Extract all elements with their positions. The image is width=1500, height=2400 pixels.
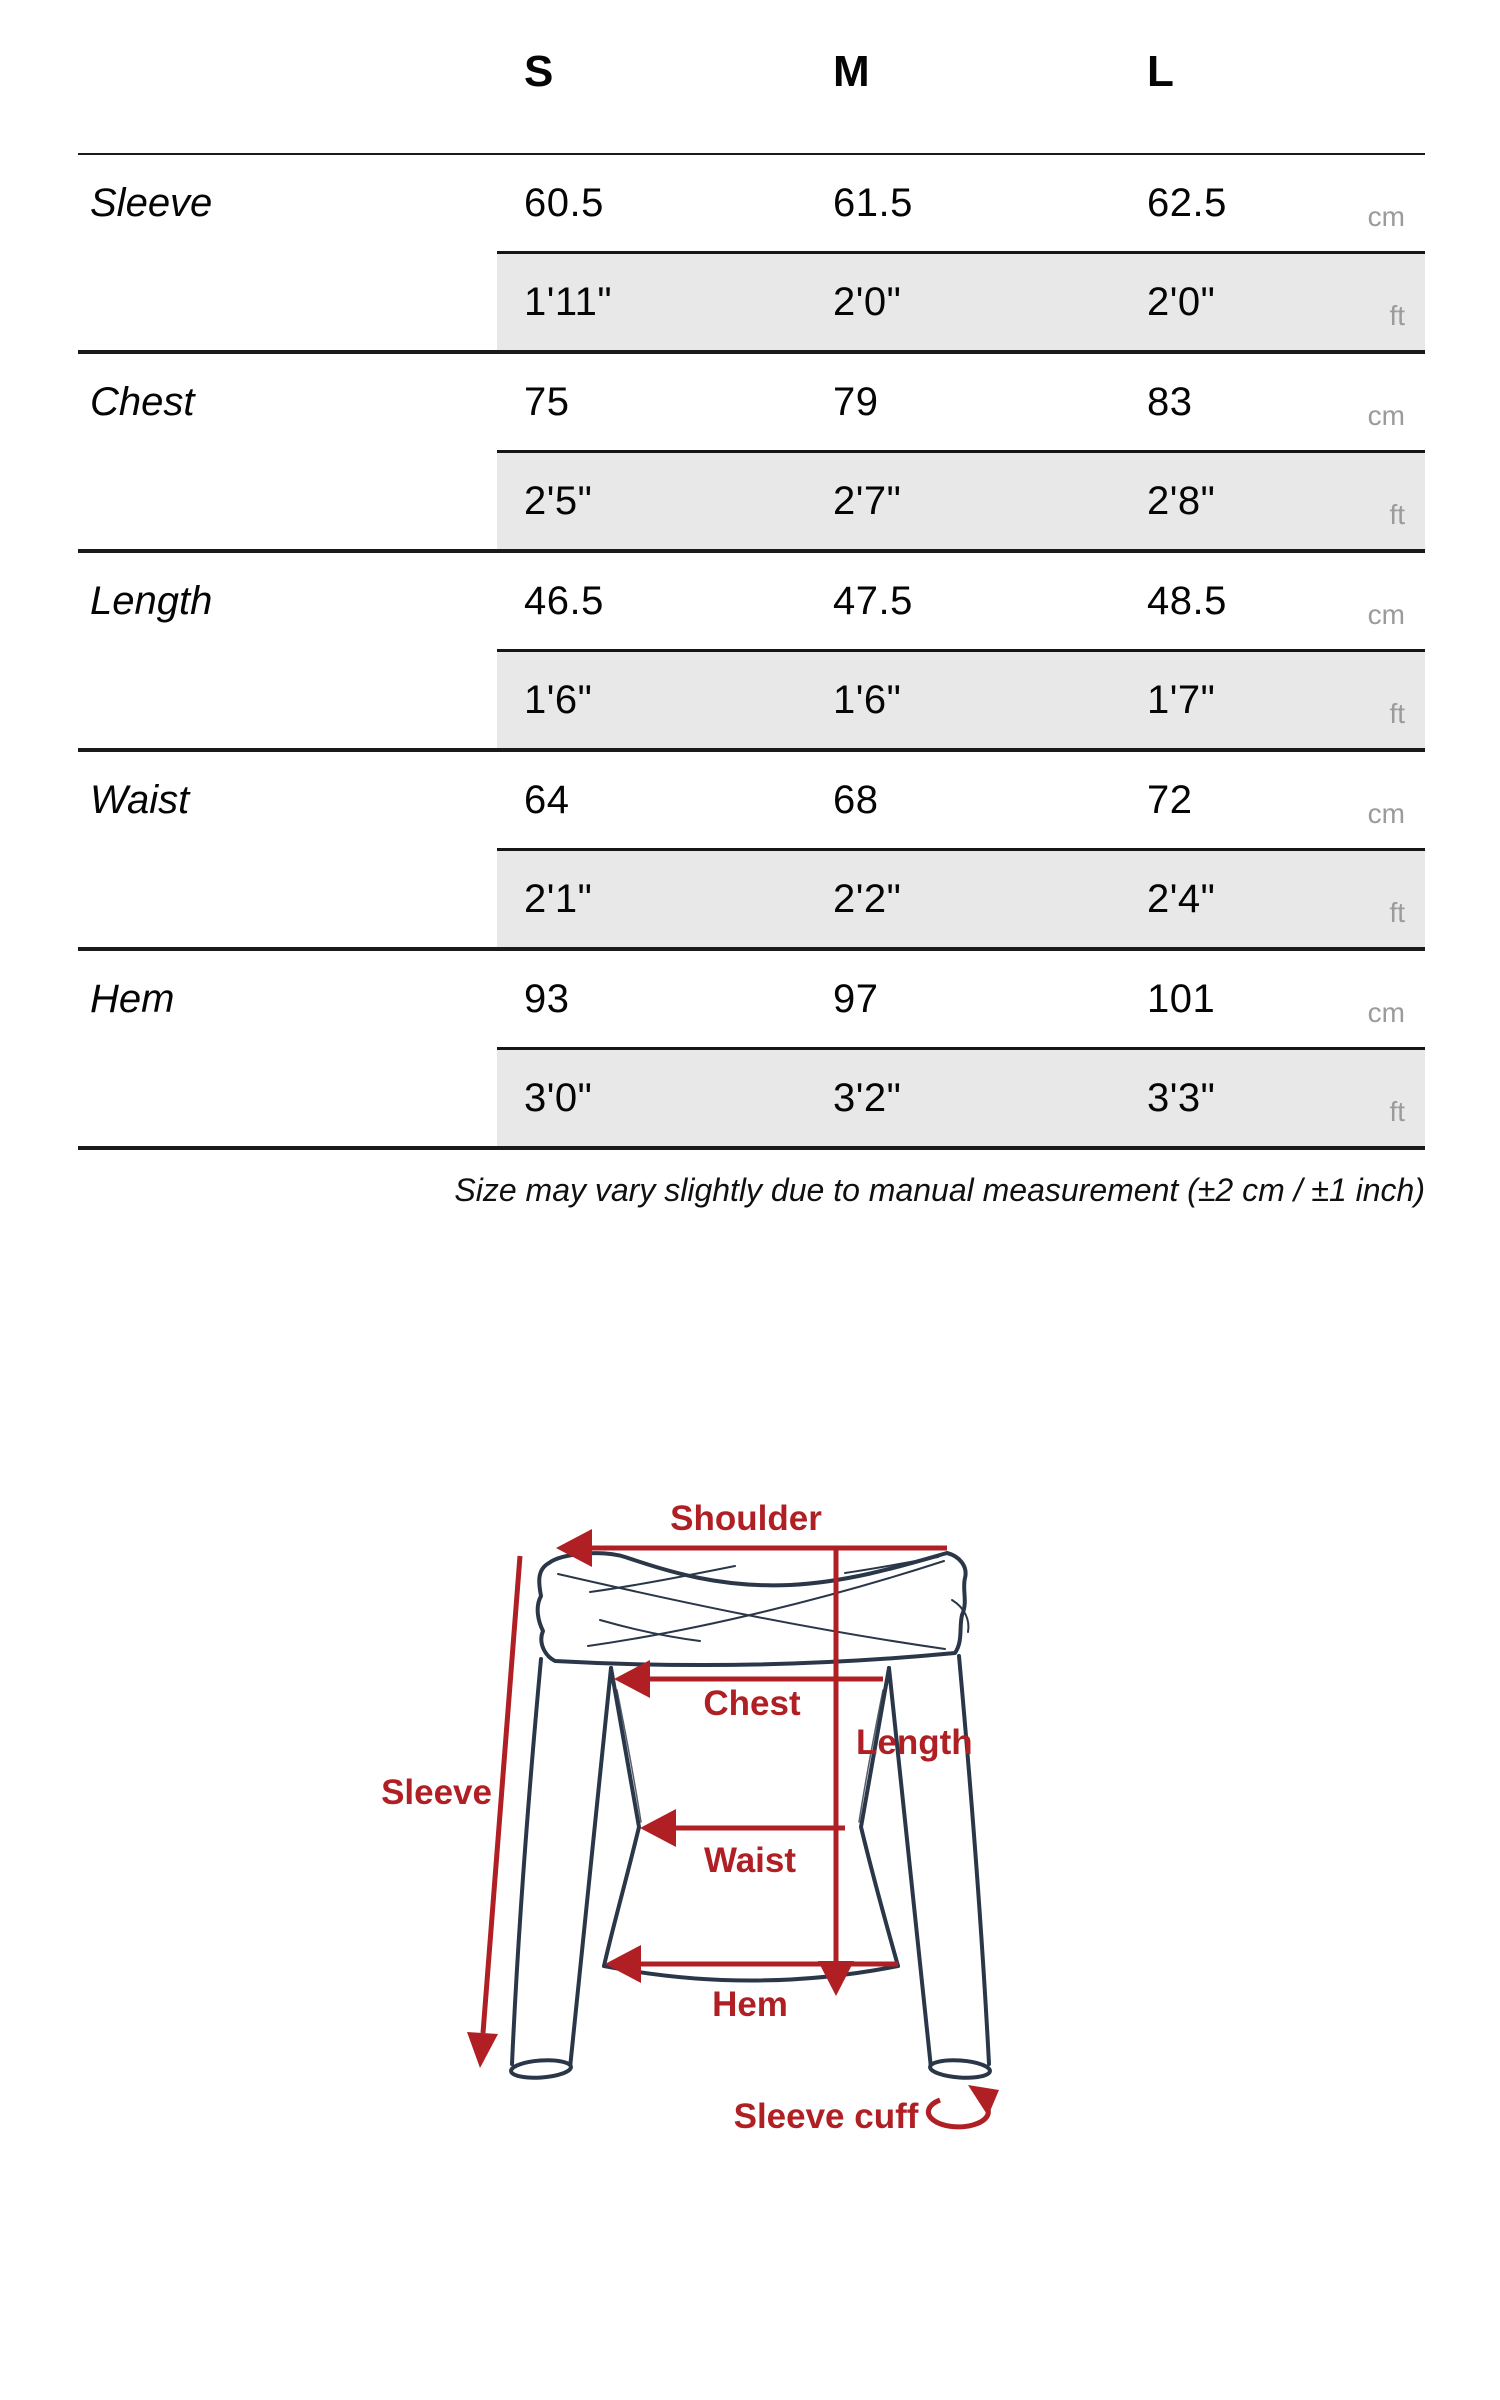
row-label: Length (90, 578, 213, 623)
sleeve-cuff-rotate-arrowhead (968, 2085, 999, 2116)
length-label: Length (856, 1723, 973, 1762)
row-label: Sleeve (90, 180, 213, 225)
hem-cm-row (78, 951, 1425, 1047)
waist-label: Waist (703, 1841, 797, 1880)
sleeve-cuff-label: Sleeve cuff (733, 2097, 919, 2136)
cell-m-ft: 1'6" (833, 677, 902, 722)
unit-ft: ft (1389, 300, 1405, 331)
body-seam-hint (617, 1690, 641, 1822)
unit-cm: cm (1367, 201, 1405, 232)
hem-curve (604, 1966, 898, 1981)
cell-s-ft: 2'1" (524, 876, 593, 921)
hem-ft-row (497, 1047, 1425, 1146)
cell-s-ft: 1'11" (524, 279, 613, 324)
cell-m-ft: 3'2" (833, 1075, 902, 1120)
chest-cm-row (78, 354, 1425, 450)
cell-m-cm: 97 (833, 976, 879, 1021)
cell-m-ft: 2'0" (833, 279, 902, 324)
chest-ft-row (497, 450, 1425, 549)
waist-arrowhead (640, 1809, 676, 1847)
cell-m-cm: 47.5 (833, 578, 913, 623)
hem-label: Hem (712, 1985, 788, 2024)
cell-l-ft: 2'0" (1147, 279, 1216, 324)
sleeve-label: Sleeve (381, 1773, 492, 1812)
cell-l-cm: 72 (1147, 777, 1193, 822)
sleeve-cm-row (78, 155, 1425, 251)
waist-cm-row (78, 752, 1425, 848)
right-sleeve-cuff (929, 2058, 990, 2079)
cell-s-cm: 75 (524, 379, 570, 424)
length-cm-row (78, 553, 1425, 649)
left-sleeve-outer-edge (512, 1659, 541, 2064)
row-label: Chest (90, 379, 195, 424)
size-table (78, 0, 1425, 1209)
shoulder-label: Shoulder (670, 1499, 822, 1538)
cell-m-ft: 2'7" (833, 478, 902, 523)
table-row-waist (78, 752, 1425, 951)
cell-s-cm: 93 (524, 976, 570, 1021)
unit-cm: cm (1367, 997, 1405, 1028)
table-row-length (78, 553, 1425, 752)
left-sleeve-cuff (510, 2058, 571, 2079)
cell-m-cm: 79 (833, 379, 879, 424)
table-row-sleeve (78, 155, 1425, 354)
row-label: Waist (90, 777, 190, 822)
hem-arrowhead (605, 1945, 641, 1983)
cell-l-cm: 48.5 (1147, 578, 1227, 623)
unit-cm: cm (1367, 798, 1405, 829)
cell-s-cm: 46.5 (524, 578, 604, 623)
sleeve-cuff-rotate-icon (928, 2100, 988, 2127)
cell-l-cm: 62.5 (1147, 180, 1227, 225)
cell-s-ft: 1'6" (524, 677, 593, 722)
cell-l-ft: 1'7" (1147, 677, 1216, 722)
cell-l-cm: 83 (1147, 379, 1193, 424)
cell-m-cm: 61.5 (833, 180, 913, 225)
table-row-chest (78, 354, 1425, 553)
cell-l-ft: 2'8" (1147, 478, 1216, 523)
cell-l-ft: 2'4" (1147, 876, 1216, 921)
size-header-m: M (833, 47, 870, 96)
cell-m-ft: 2'2" (833, 876, 902, 921)
unit-cm: cm (1367, 400, 1405, 431)
row-label: Hem (90, 976, 175, 1021)
chest-label: Chest (703, 1684, 801, 1723)
cell-s-cm: 60.5 (524, 180, 604, 225)
cell-l-cm: 101 (1147, 976, 1216, 1021)
cell-m-cm: 68 (833, 777, 879, 822)
cell-s-ft: 2'5" (524, 478, 593, 523)
unit-ft: ft (1389, 897, 1405, 928)
garment-cowl-band (538, 1553, 966, 1665)
sleeve-arrowhead (467, 2032, 498, 2068)
garment-measurement-diagram (340, 1470, 1110, 2200)
left-sleeve-inner-edge (570, 1668, 611, 2068)
unit-ft: ft (1389, 1096, 1405, 1127)
unit-ft: ft (1389, 698, 1405, 729)
cell-s-cm: 64 (524, 777, 570, 822)
cell-s-ft: 3'0" (524, 1075, 593, 1120)
measurement-note: Size may vary slightly due to manual measurement (±2 cm / ±1 inch) (454, 1172, 1425, 1208)
waist-ft-row (497, 848, 1425, 947)
unit-cm: cm (1367, 599, 1405, 630)
length-ft-row (497, 649, 1425, 748)
size-header-row (78, 0, 1425, 155)
right-sleeve-outer-edge (959, 1656, 989, 2064)
cell-l-ft: 3'3" (1147, 1075, 1216, 1120)
unit-ft: ft (1389, 499, 1405, 530)
size-header-l: L (1147, 47, 1174, 96)
sleeve-ft-row (497, 251, 1425, 350)
table-row-hem (78, 951, 1425, 1150)
size-header-s: S (524, 47, 554, 96)
